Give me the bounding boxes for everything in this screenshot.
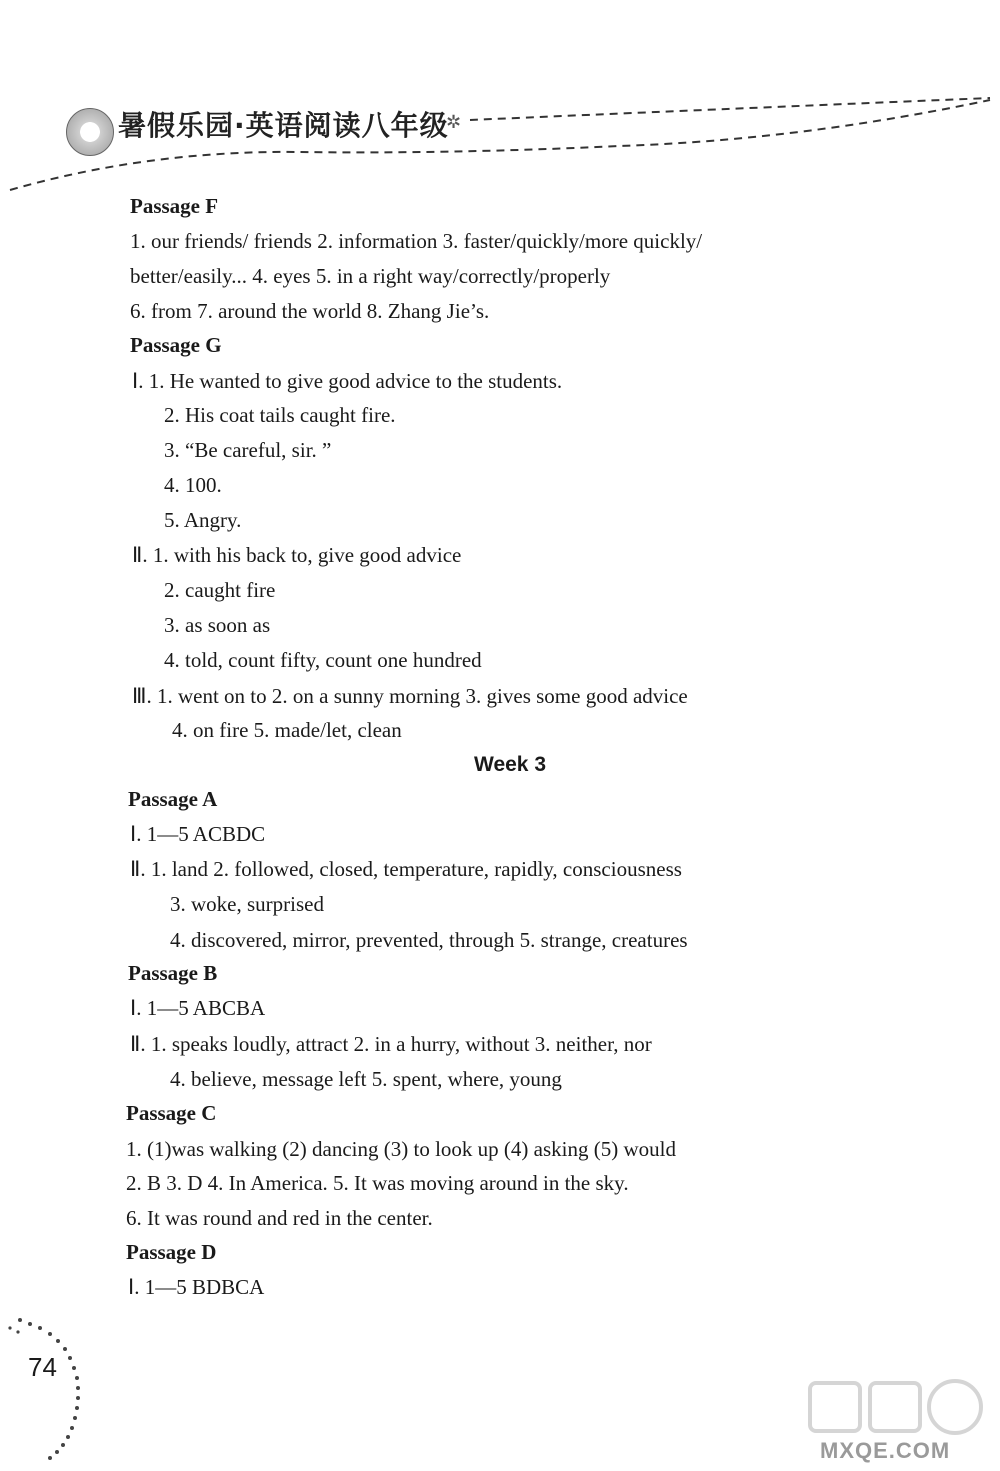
answer-line: 4. 100.	[164, 473, 222, 497]
sun-flower-logo-icon	[66, 108, 114, 156]
answer-line: 3. woke, surprised	[170, 892, 324, 916]
passage-heading: Passage F	[130, 194, 219, 218]
answer-line: 2. His coat tails caught fire.	[164, 403, 396, 427]
answer-line: 3. “Be careful, sir. ”	[164, 438, 332, 462]
answer-line: 4. discovered, mirror, prevented, through 5. strange, creatures	[170, 928, 688, 952]
answer-line: 4. on fire 5. made/let, clean	[172, 718, 402, 742]
answer-line: 2. B 3. D 4. In America. 5. It was moving around in the sky.	[126, 1171, 629, 1195]
passage-heading: Passage A	[128, 787, 218, 811]
answer-line: Ⅱ. 1. land 2. followed, closed, temperature, rapidly, consciousness	[130, 857, 682, 881]
answer-line: 2. caught fire	[164, 578, 276, 602]
passage-heading: Passage B	[128, 961, 218, 985]
answer-line: Ⅰ. 1—5 ACBDC	[130, 822, 266, 846]
passage-heading: Passage D	[126, 1240, 217, 1264]
week-heading: Week 3	[474, 753, 546, 776]
answer-line: 4. told, count fifty, count one hundred	[164, 648, 482, 672]
answer-line: 1. our friends/ friends 2. information 3. faster/quickly/more quickly/	[130, 229, 703, 253]
answer-line: Ⅲ. 1. went on to 2. on a sunny morning 3. gives some good advice	[132, 684, 688, 708]
answer-line: 5. Angry.	[164, 508, 242, 532]
answer-line: Ⅰ. 1—5 ABCBA	[130, 996, 266, 1020]
answer-line: 1. (1)was walking (2) dancing (3) to look up (4) asking (5) would	[126, 1137, 676, 1161]
book-title: 暑假乐园·英语阅读八年级	[118, 109, 449, 142]
decorative-dots-arc	[0, 1310, 110, 1471]
answer-line: Ⅱ. 1. speaks loudly, attract 2. in a hurry, without 3. neither, nor	[130, 1032, 652, 1056]
passage-heading: Passage C	[126, 1101, 217, 1125]
answer-line: 6. from 7. around the world 8. Zhang Jie’s.	[130, 299, 490, 323]
answer-line: Ⅰ. 1—5 BDBCA	[128, 1275, 265, 1299]
answer-line: Ⅱ. 1. with his back to, give good advice	[132, 543, 462, 567]
answer-line: 4. believe, message left 5. spent, where, young	[170, 1067, 562, 1091]
answer-line: Ⅰ. 1. He wanted to give good advice to the students.	[132, 369, 563, 393]
answer-line: 6. It was round and red in the center.	[126, 1206, 433, 1230]
passage-heading: Passage G	[130, 333, 222, 357]
answer-line: 3. as soon as	[164, 613, 271, 637]
star-icon: ✲	[446, 112, 462, 133]
page-number: 74	[28, 1352, 57, 1382]
answer-line: better/easily... 4. eyes 5. in a right way/correctly/properly	[130, 264, 611, 288]
watermark-text: MXQE.COM	[820, 1438, 951, 1463]
